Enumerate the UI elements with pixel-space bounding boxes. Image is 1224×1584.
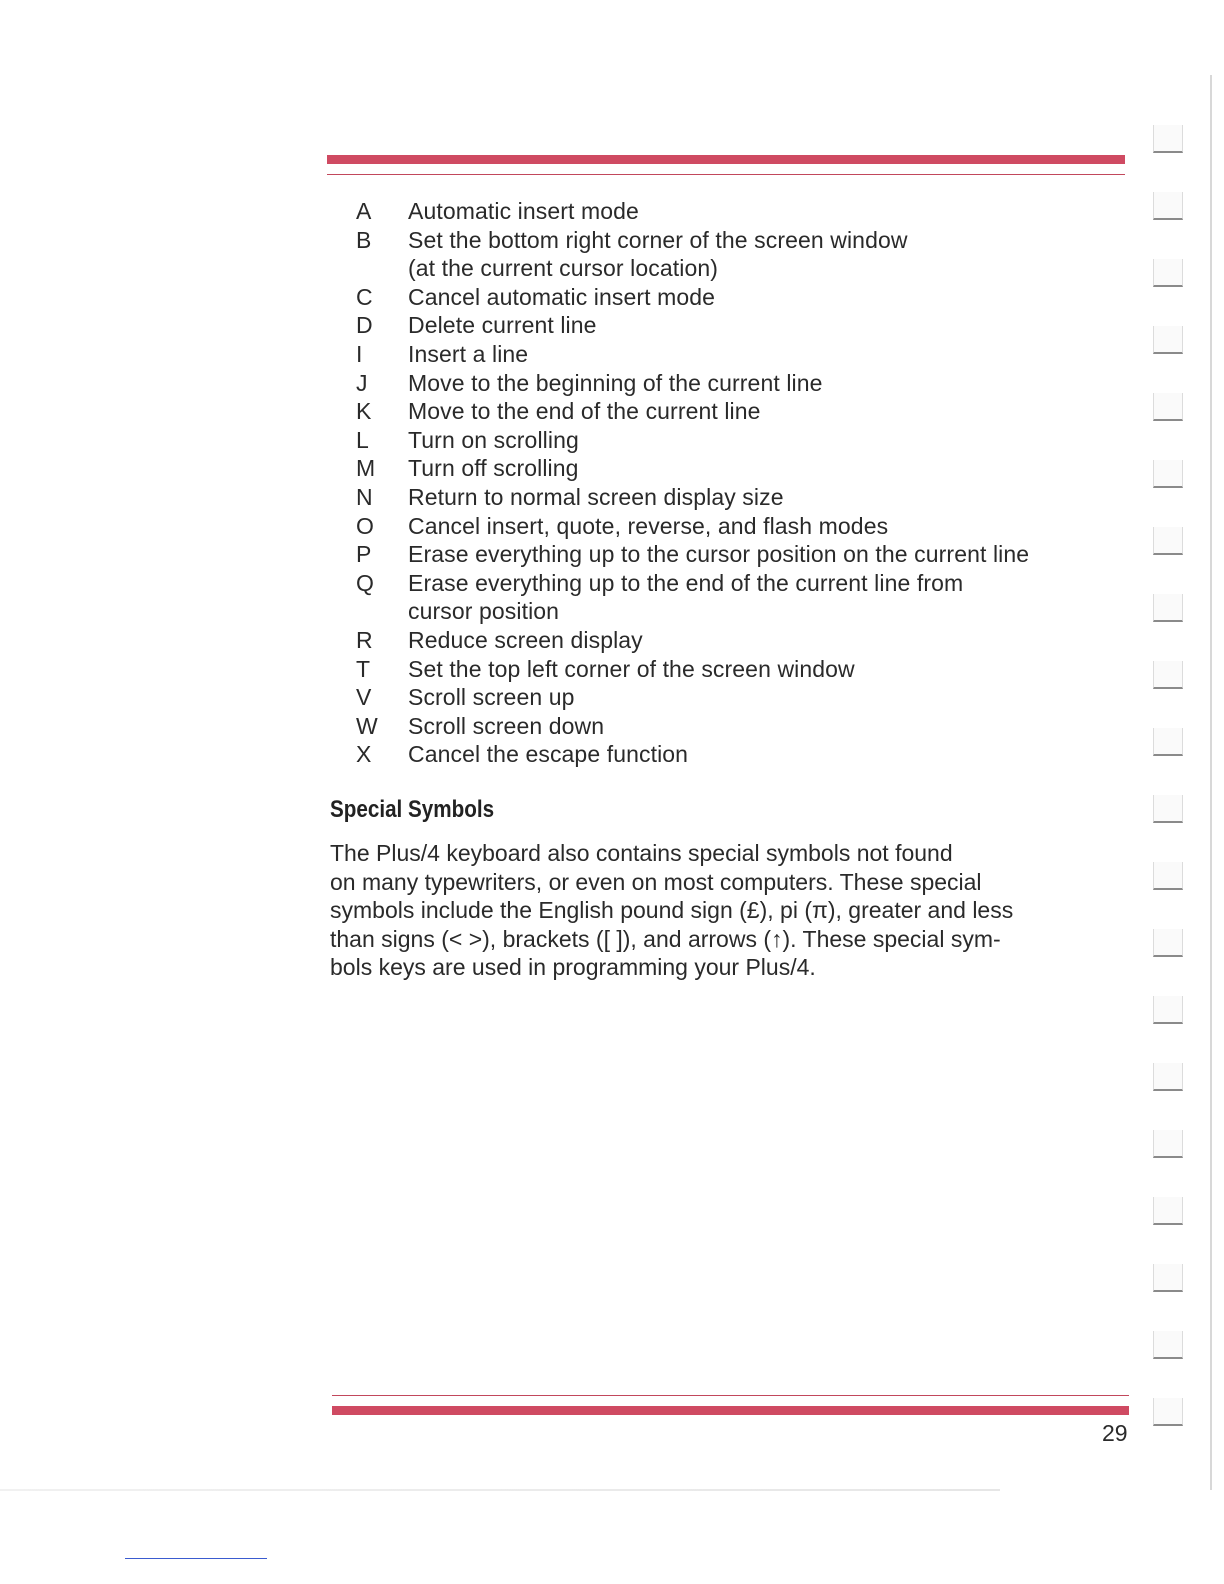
escape-code-row [352, 540, 1112, 569]
binding-tab [1153, 1130, 1183, 1158]
escape-code-row [352, 512, 1112, 541]
escape-key: C [356, 283, 373, 310]
escape-description: Cancel the escape function [408, 741, 689, 768]
escape-description: Set the bottom right corner of the screen window [408, 226, 908, 253]
paragraph-line: on many typewriters, or even on most computers. These special [330, 868, 982, 895]
escape-description: (at the current cursor location) [408, 255, 718, 282]
binding-tab [1153, 326, 1183, 354]
escape-code-row [352, 311, 1112, 340]
body-paragraph [330, 839, 1090, 982]
escape-code-row [352, 597, 1112, 626]
escape-code-row [352, 197, 1112, 226]
binding-tab [1153, 393, 1183, 421]
escape-key: L [356, 426, 369, 453]
binding-tab [1153, 1331, 1183, 1359]
escape-code-row [352, 655, 1112, 684]
escape-key: O [356, 512, 374, 539]
escape-description: Scroll screen up [408, 684, 575, 711]
escape-description: Set the top left corner of the screen window [408, 655, 855, 682]
escape-code-row [352, 626, 1112, 655]
binding-tab [1153, 527, 1183, 555]
binding-tab [1153, 795, 1183, 823]
bottom-thin-rule [332, 1395, 1129, 1396]
escape-description: Move to the end of the current line [408, 398, 761, 425]
escape-description: Turn off scrolling [408, 455, 579, 482]
escape-description: Cancel insert, quote, reverse, and flash modes [408, 512, 889, 539]
escape-key: I [356, 340, 363, 367]
binding-tab [1153, 661, 1183, 689]
escape-description: cursor position [408, 598, 560, 625]
binding-tab [1153, 862, 1183, 890]
top-thick-rule [327, 155, 1125, 164]
binding-tab [1153, 929, 1183, 957]
escape-key: M [356, 455, 376, 482]
escape-key: B [356, 226, 372, 253]
binding-tab [1153, 728, 1183, 756]
escape-code-row [352, 340, 1112, 369]
escape-key: K [356, 398, 372, 425]
escape-description: Turn on scrolling [408, 426, 579, 453]
escape-key: D [356, 312, 373, 339]
escape-description: Reduce screen display [408, 626, 643, 653]
binding-tabs [1153, 0, 1193, 1480]
escape-key: J [356, 369, 368, 396]
escape-code-row [352, 226, 1112, 255]
escape-code-row [352, 569, 1112, 598]
escape-code-row [352, 369, 1112, 398]
escape-description: Erase everything up to the end of the current line from [408, 569, 964, 596]
escape-key: V [356, 684, 372, 711]
escape-code-row [352, 283, 1112, 312]
escape-description: Erase everything up to the cursor position on the current line [408, 541, 1030, 568]
escape-description: Move to the beginning of the current line [408, 369, 823, 396]
escape-key: A [356, 198, 372, 224]
escape-description: Cancel automatic insert mode [408, 283, 716, 310]
bottom-thick-rule [332, 1406, 1129, 1415]
page-number: 29 [1102, 1420, 1128, 1446]
escape-code-row [352, 454, 1112, 483]
escape-code-row [352, 254, 1112, 283]
paragraph-line: The Plus/4 keyboard also contains special symbols not found [330, 840, 953, 866]
binding-tab [1153, 1063, 1183, 1091]
escape-key: P [356, 541, 372, 568]
escape-description: Automatic insert mode [408, 198, 639, 224]
escape-description: Scroll screen down [408, 712, 605, 739]
escape-code-row [352, 683, 1112, 712]
escape-description: Delete current line [408, 312, 597, 339]
binding-tab [1153, 594, 1183, 622]
escape-key: X [356, 741, 372, 768]
page-bottom-edge [0, 1489, 1000, 1491]
paragraph-line: symbols include the English pound sign (£), pi (π), greater and less [330, 897, 1014, 924]
escape-key: T [356, 655, 371, 682]
escape-key: W [356, 712, 378, 739]
escape-code-row [352, 426, 1112, 455]
escape-code-row [352, 397, 1112, 426]
escape-code-row [352, 712, 1112, 741]
top-thin-rule [327, 174, 1125, 175]
escape-description: Insert a line [408, 340, 529, 367]
paragraph-line: bols keys are used in programming your Plus/4. [330, 954, 816, 981]
binding-tab [1153, 1197, 1183, 1225]
binding-tab [1153, 125, 1183, 153]
escape-key: R [356, 626, 373, 653]
escape-description: Return to normal screen display size [408, 483, 784, 510]
binding-tab [1153, 1398, 1183, 1426]
binding-tab [1153, 192, 1183, 220]
escape-key: N [356, 483, 373, 510]
escape-key [352, 597, 408, 626]
escape-code-list [352, 197, 1112, 769]
escape-key [352, 254, 408, 283]
escape-code-row [352, 740, 1112, 769]
escape-code-row [352, 483, 1112, 512]
binding-tab [1153, 460, 1183, 488]
binding-tab [1153, 259, 1183, 287]
paragraph-line: than signs (< >), brackets ([ ]), and arrows (↑). These special sym- [330, 925, 1001, 952]
page-edge [1210, 75, 1212, 1490]
underline-mark [125, 1558, 267, 1559]
binding-tab [1153, 1264, 1183, 1292]
binding-tab [1153, 996, 1183, 1024]
escape-key: Q [356, 569, 374, 596]
section-heading: Special Symbols [330, 796, 495, 823]
